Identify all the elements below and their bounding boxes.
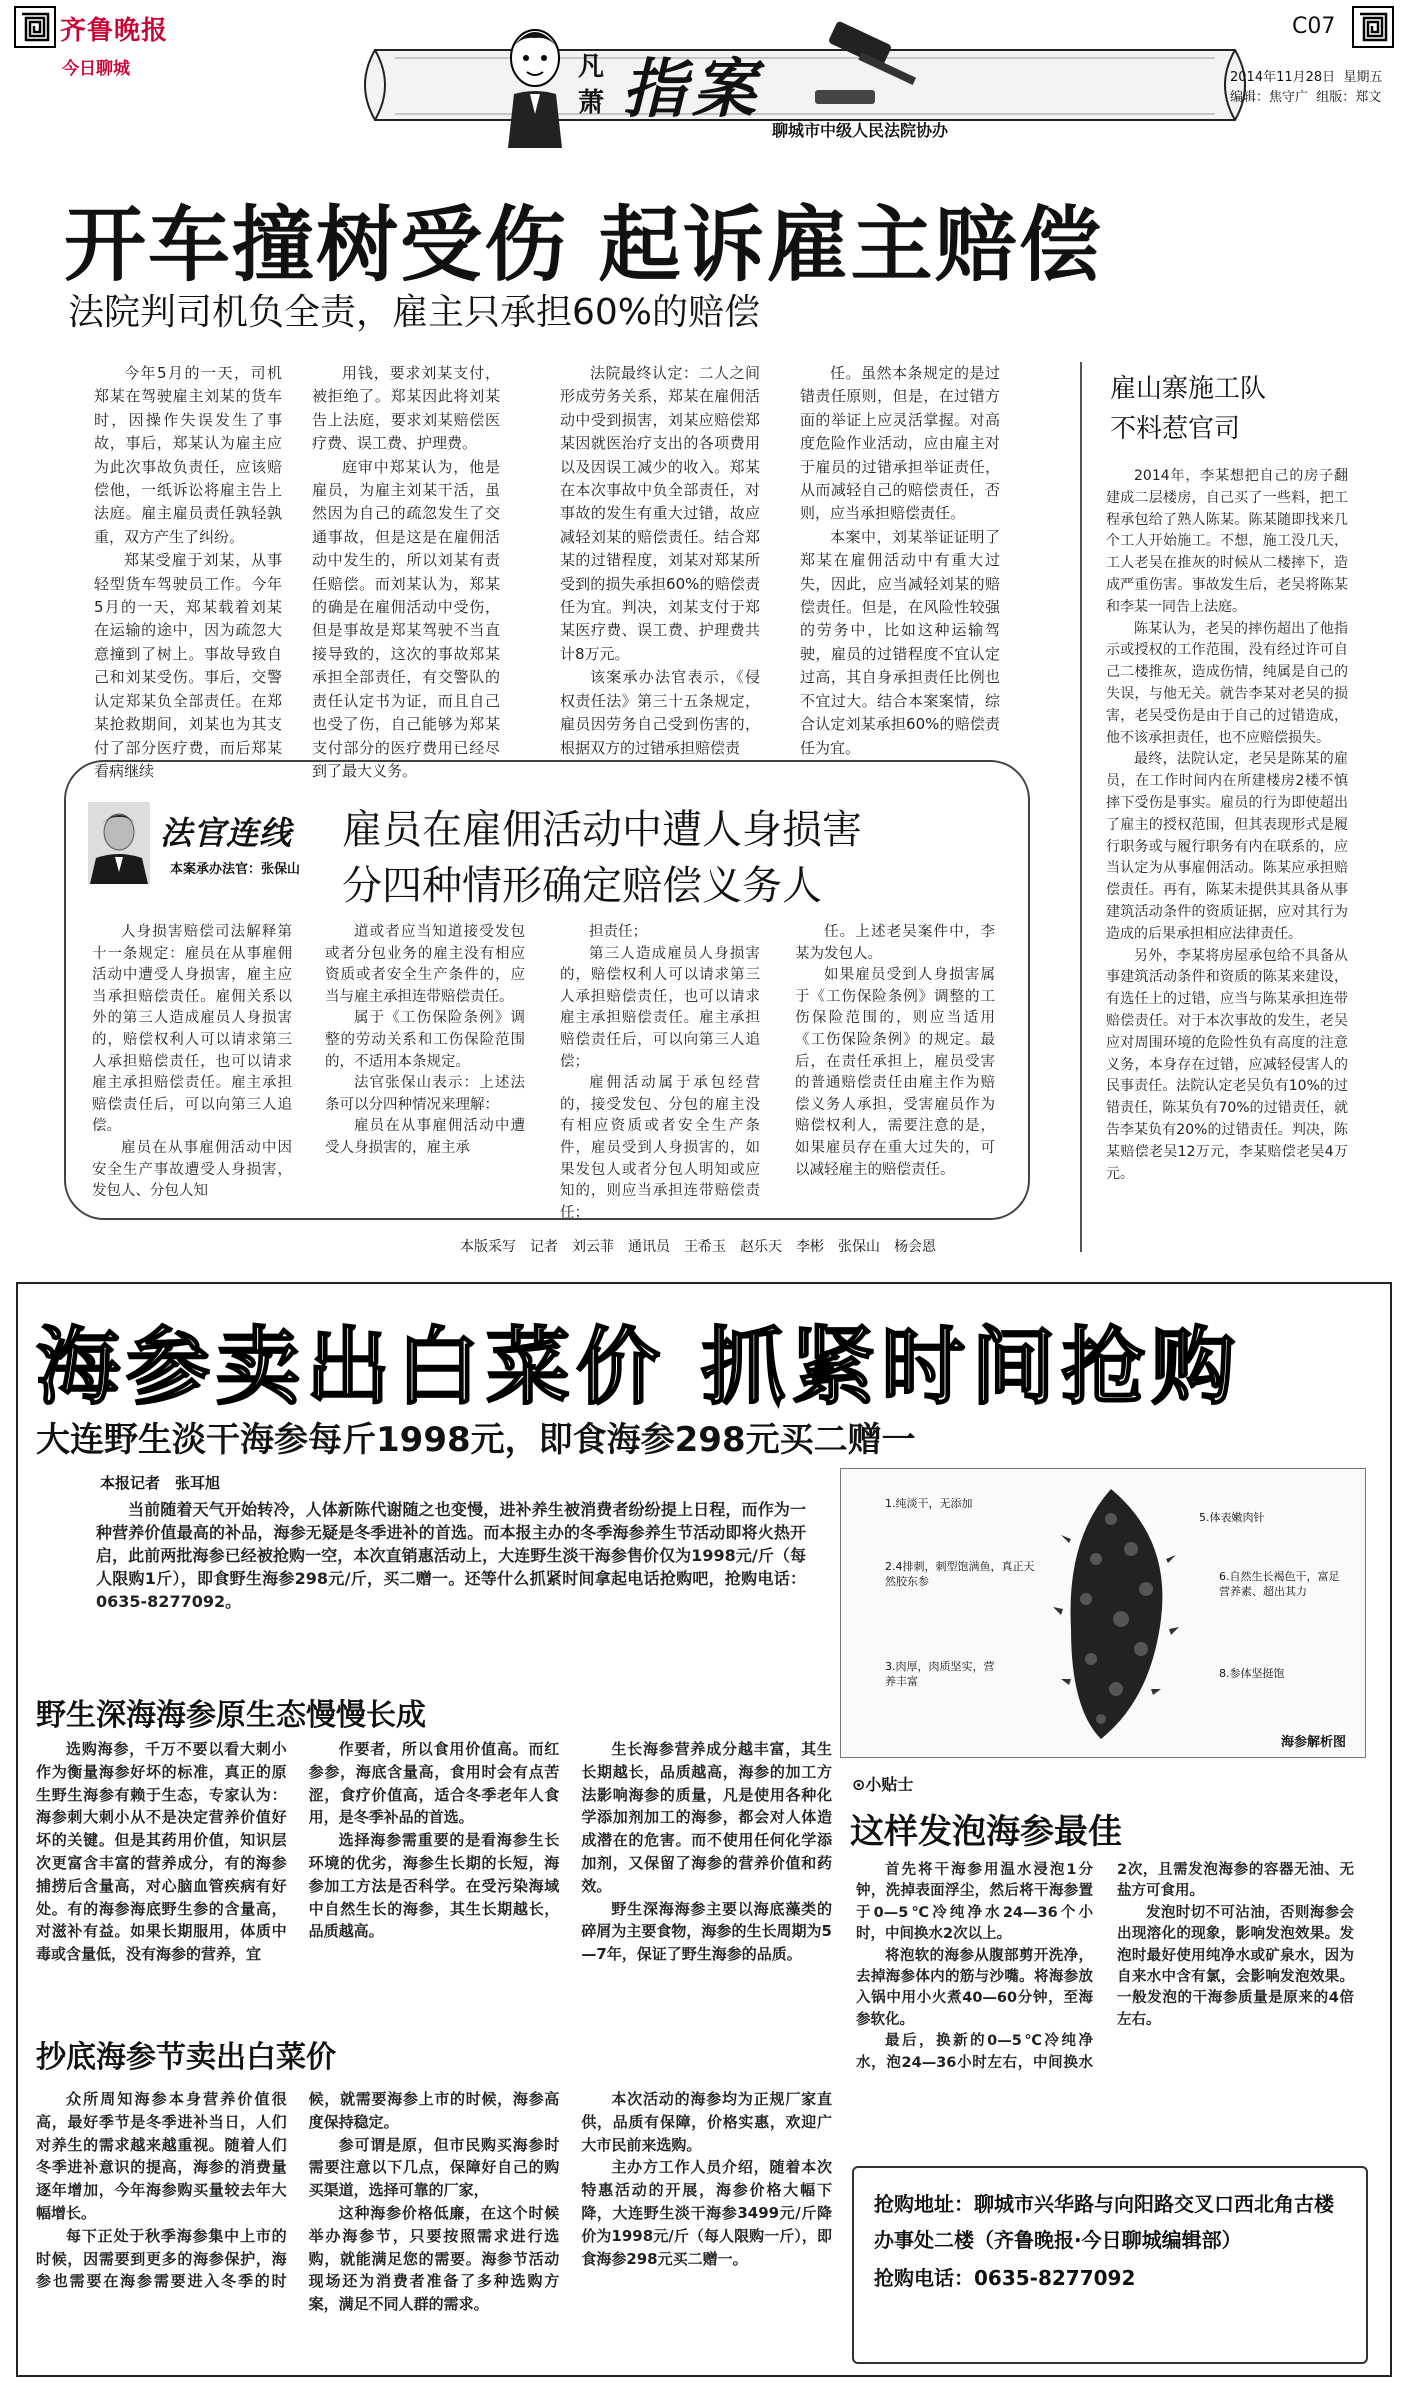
ad-byline: 本报记者 张耳旭 [100,1474,221,1492]
tip-paragraph: 发泡时切不可沾油，否则海参会出现溶化的现象，影响发泡效果。发泡时最好使用纯净水或矿泉水，因为自来水中含有氯，会影响发泡效果。一般发泡的干海参质量是原来的4倍左右。 [1117,1904,1354,2028]
staff-credits: 本版采写 记者 刘云菲 通讯员 王希玉 赵乐天 李彬 张保山 杨会恩 [460,1239,936,1255]
column-name-1: 凡 [578,52,605,82]
lianxian-logo: 法官连线 [160,814,293,852]
lianxian-column-3 [560,922,760,1221]
diagram-label-1: 1.纯淡干，无添加 [885,1497,973,1510]
ad-paragraph: 选择海参需重要的是看海参生长环境的优劣，海参生长期的长短，海参加工方法是否科学。在受污染海域中自然生长的海参，其生长期越长，品质越高。 [308,1831,560,1941]
sidebar-title-1: 雇山寨施工队 [1110,374,1267,404]
diagram-label-8: 8.参体坚挺饱 [1219,1667,1285,1680]
ad-paragraph: 参可谓是原，但市民购买海参时需要注意以下几点，保障好自己的购买渠道，选择可靠的厂家， [308,2135,560,2200]
tip-title: 这样发泡海参最佳 [850,1812,1122,1852]
editor-credit: 编辑：焦守广 [1230,90,1309,105]
ad-section2-title: 抄底海参节卖出白菜价 [36,2040,336,2075]
lianxian-paragraph: 第三人造成雇员人身损害的，赔偿权利人可以请求第三人承担赔偿责任，也可以请求雇主承担赔偿责任。雇主承担赔偿责任后，可以向第三人追偿； [560,945,760,1070]
diagram-caption: 海参解析图 [1281,1735,1347,1750]
sidebar-title-2: 不料惹官司 [1110,414,1241,444]
lianxian-column-4 [795,922,995,1212]
lianxian-paragraph: 法官张保山表示：上述法条可以分四种情况来理解： [325,1075,525,1113]
ad-lead [96,1498,806,1684]
spiral-ornament-left-icon [14,6,56,48]
diagram-label-2: 2.4排刺，刺型饱满鱼，真正天然胶东参 [885,1560,1035,1588]
judge-photo [88,802,150,884]
column-sponsor: 聊城市中级人民法院协办 [772,121,949,140]
ad-paragraph: 这种海参价格低廉，在这个时候举办海参节，只要按照需求进行选购，就能满足您的需要。海参节活动现场还为消费者准备了多种选购方案，满足不同人群的需求。 [308,2203,560,2314]
ad-lead-paragraph: 当前随着天气开始转冷，人体新陈代谢随之也变慢，进补养生被消费者纷纷提上日程，而作为一种营养价值最高的补品，海参无疑是冬季进补的首选。而本报主办的冬季海参养生节活动即将火热开启，此前两批海参已经被抢购一空，本次直销惠活动上，大连野生淡干海参售价仅为1998元/斤（每人限购1斤），即食野生海参298元/斤，买二赠一。还等什么抓紧时间拿起电话抢购吧，抢购电话：0635-8277092。 [96,1500,806,1611]
ad-paragraph: 每下正处于秋季海参集中上市的时候，因需要到更多的海参保护，海参也需要在海参需要进入冬季的时候，就需要海参上市的时候，海参高度保持稳定。 [36,2090,560,2291]
column-brush-title: 指案 [622,52,762,127]
ad-paragraph: 野生深海海参主要以海底藻类的碎屑为主要食物，海参的生长周期为5—7年，保证了野生海参的品质。 [581,1899,832,1964]
lianxian-headline-1: 雇员在雇佣活动中遭人身损害 [342,807,862,853]
story-paragraph: 今年5月的一天，司机郑某在驾驶雇主刘某的货车时，因操作失误发生了事故，事后，郑某认为雇主应为此次事故负责任，应该赔偿他，一纸诉讼将雇主告上法庭。雇主雇员责任孰轻孰重，双方产生了纠纷。 [94,364,282,546]
spiral-ornament-right-icon [1352,6,1394,48]
sidebar-paragraph: 另外，李某将房屋承包给不具备从事建筑活动条件和资质的陈某来建设，有选任上的过错，应当与陈某承担连带赔偿责任。对于本次事故的发生，老吴应对周围环境的危险性负有高度的注意义务，本身存在过错，应减轻侵害人的民事责任。法院认定老吴负有10%的过错责任，陈某负有70%的过错责任，就告李某负有20%的过错责任。判决，陈某赔偿老吴12万元，李某赔偿老吴4万元。 [1106,947,1348,1182]
sidebar-paragraph: 2014年，李某想把自己的房子翻建成二层楼房，自己买了一些料，把工程承包给了熟人陈某。陈某随即找来几个工人开始施工。不想，施工没几天，工人老吴在推灰的时候从二楼摔下，造成严重伤害。事故发生后，老吴将陈某和李某一同告上法庭。 [1106,468,1348,615]
issue-date: 2014年11月28日 [1230,70,1336,85]
story-headline: 开车撞树受伤 起诉雇主赔偿 [64,198,1103,293]
sea-cucumber-diagram [840,1468,1366,1758]
lianxian-paragraph: 雇员在从事雇佣活动中因安全生产事故遭受人身损害，发包人、分包人知 [92,1139,292,1200]
ad-section1-title: 野生深海海参原生态慢慢长成 [36,1698,426,1733]
story-paragraph: 该案承办法官表示，《侵权责任法》第三十五条规定，雇员因劳务自己受到伤害的，根据双方的过错承担赔偿责 [560,668,760,757]
lianxian-paragraph: 任。上述老吴案件中，李某为发包人。 [795,924,995,962]
diagram-label-6: 6.自然生长褐色干，富足营养素、超出其力 [1219,1570,1340,1598]
sidebar-divider [1080,362,1082,1252]
ad-paragraph: 本次活动的海参均为正规厂家直供，品质有保障，价格实惠，欢迎广大市民前来选购。 [581,2090,832,2154]
column-name-2: 萧 [578,88,605,118]
diagram-label-5: 5.体表嫩肉针 [1199,1511,1265,1524]
story-column-1 [94,362,282,780]
contact-box [852,2166,1368,2364]
edition-name: 今日聊城 [62,59,130,79]
lianxian-paragraph: 如果雇员受到人身损害属于《工伤保险条例》调整的工伤保险范围的，则应当适用《工伤保险条例》的规定。最后，在责任承担上，雇员受害的普通赔偿责任由雇主作为赔偿义务人承担，受害雇员作为赔偿权利人，需要注意的是，如果雇员存在重大过失的，可以减轻雇主的赔偿责任。 [795,967,995,1178]
lianxian-headline-2: 分四种情形确定赔偿义务人 [342,863,822,909]
lianxian-column-1 [92,922,292,1212]
ad-paragraph: 生长海参营养成分越丰富，其生长期越长，品质越高，海参的加工方法影响海参的质量，凡是使用各种化学添加剂加工的海参，都会对人体造成潜在的危害。而不使用任何化学添加剂，又保留了海参的营养价值和药效。 [581,1740,832,1895]
gavel-icon [810,22,930,112]
lianxian-judge: 本案承办法官：张保山 [170,862,301,877]
lianxian-paragraph: 道或者应当知道接受发包或者分包业务的雇主没有相应资质或者安全生产条件的，应当与雇主承担连带赔偿责任。 [325,924,525,1005]
story-paragraph: 本案中，刘某举证证明了郑某在雇佣活动中有重大过失，因此，应当减轻刘某的赔偿责任。但是，在风险性较强的劳务中，比如这种运输驾驶，雇员的过错程度不宜认定过高，其自身承担责任比例也不宜过大。结合本案案情，综合认定刘某承担60%的赔偿责任为宜。 [800,527,1000,757]
ad-subhead: 大连野生淡干海参每斤1998元，即食海参298元买二赠一 [36,1420,916,1460]
purchase-phone: 抢购电话：0635-8277092 [874,2266,1136,2290]
lianxian-column-2 [325,922,525,1212]
story-column-2 [312,362,500,780]
lianxian-paragraph: 属于《工伤保险条例》调整的劳动关系和工伤保险范围的，不适用本条规定。 [325,1010,525,1070]
masthead [0,0,1409,175]
tip-paragraph: 最后，换新的0—5℃冷纯净水，泡24—36小时左右，中间换水2次，且需发泡海参的容器无油、无盐方可食用。 [856,1862,1354,2071]
sidebar-paragraph: 陈某认为，老吴的摔伤超出了他指示或授权的工作范围，没有经过许可自己二楼推灰，造成伤情，纯属是自己的失误，与他无关。就告李某对老吴的损害，老吴受伤是由于自己的过错造成，他不该承担责任，也不应赔偿损失。 [1106,620,1348,746]
paper-name: 齐鲁晚报 [60,16,169,46]
ad-paragraph: 选购海参，千万不要以看大刺小作为衡量海参好坏的标准，真正的原生野生海参有赖于生态，专家认为：海参刺大刺小从不是决定营养价值好坏的关键。但是其药用价值，知识层次更富含丰富的营养成分，有的海参捕捞后含量高，对心脑血管疾病有好处。有的海参海底野生参的含量高，对滋补有益。如果长期服用，体质中毒或含量低，没有海参的营养，宜 [36,1740,287,1964]
story-column-3 [560,362,760,757]
layout-credit: 组版：郑文 [1316,90,1382,105]
tip-tag: 小贴士 [865,1775,914,1794]
ad-paragraph: 众所周知海参本身营养价值很高，最好季节是冬季进补当日，人们对养生的需求越来越重视。随着人们冬季进补意识的提高，海参的消费量逐年增加，今年海参购买量较去年大幅增长。 [36,2090,287,2222]
lianxian-paragraph: 雇员在从事雇佣活动中遭受人身损害的，雇主承 [325,1118,525,1156]
page-number: C07 [1292,14,1336,39]
story-paragraph: 用钱，要求刘某支付，被拒绝了。郑某因此将刘某告上法庭，要求刘某赔偿医疗费、误工费、护理费。 [312,364,500,453]
tip-paragraph: 首先将干海参用温水浸泡1分钟，洗掉表面浮尘，然后将干海参置于0—5℃冷纯净水24—36个小时，中间换水2次以上。 [856,1862,1093,1943]
ad-section1-body [36,1738,832,2020]
sidebar-body [1106,466,1348,1256]
story-subhead: 法院判司机负全责，雇主只承担60%的赔偿 [68,292,761,333]
tip-paragraph: 将泡软的海参从腹部剪开洗净，去掉海参体内的筋与沙嘴。将海参放入锅中用小火煮40—60分钟，至海参软化。 [856,1947,1093,2028]
ad-section2-body [36,2088,832,2368]
lianxian-paragraph: 人身损害赔偿司法解释第十一条规定：雇员在从事雇佣活动中遭受人身损害，雇主应当承担赔偿责任。雇佣关系以外的第三人造成雇员人身损害的，赔偿权利人可以请求第三人承担赔偿责任，也可以请求雇主承担赔偿责任。雇主承担赔偿责任后，可以向第三人追偿。 [92,924,292,1135]
lianxian-paragraph: 担责任； [589,924,647,940]
story-column-4 [800,362,1000,757]
tip-icon: ⊙ [852,1775,866,1794]
tip-body [856,1860,1354,2150]
story-paragraph: 郑某受雇于刘某，从事轻型货车驾驶员工作。今年5月的一天，郑某载着刘某在运输的途中，因为疏忽大意撞到了树上。事故导致自己和刘某受伤。事后，交警认定郑某负全部责任。在郑某抢救期间，刘某也为其支付了部分医疗费，而后郑某看病继续 [94,551,282,780]
story-paragraph: 庭审中郑某认为，他是雇员，为雇主刘某干活，虽然因为自己的疏忽发生了交通事故，但是这是在雇佣活动中发生的，所以刘某有责任赔偿。而刘某认为，郑某的确是在雇佣活动中受伤，但是事故是郑某驾驶不当直接导致的，这次的事故郑某承担全部责任，有交警队的责任认定书为证，而且自己也受了伤，自己能够为郑某支付部分的医疗费用已经尽到了最大义务。 [312,457,500,780]
judge-cartoon-avatar [500,18,570,148]
issue-weekday: 星期五 [1343,70,1383,85]
lianxian-paragraph: 雇佣活动属于承包经营的，接受发包、分包的雇主没有相应资质或者安全生产条件，雇员受到人身损害的，如果发包人或者分包人明知或应知的，则应当承担连带赔偿责任； [560,1075,760,1221]
purchase-address: 抢购地址：聊城市兴华路与向阳路交叉口西北角古楼办事处二楼（齐鲁晚报·今日聊城编辑部） [874,2192,1334,2252]
story-paragraph: 任。虽然本条规定的是过错责任原则，但是，在过错方面的举证上应灵活掌握。对高度危险作业活动，应由雇主对于雇员的过错承担举证责任，从而减轻自己的赔偿责任，否则，应当承担赔偿责任。 [800,364,1000,523]
ad-headline: 海参卖出白菜价 抓紧时间抢购 [36,1317,1242,1416]
sidebar-paragraph: 最终，法院认定，老吴是陈某的雇员，在工作时间内在所建楼房2楼不慎摔下受伤是事实。雇员的行为即使超出了雇主的授权范围，但其表现形式是履行职务或与履行职务有内在联系的，应当认定为从事雇佣活动。陈某应承担赔偿责任。再有，陈某未提供其具备从事建筑活动条件的资质证据，应对其行为造成的后果承担相应法律责任。 [1106,751,1348,942]
diagram-label-3: 3.肉厚，肉质坚实，营养丰富 [885,1660,995,1688]
ad-paragraph: 主办方工作人员介绍，随着本次特惠活动的开展，海参价格大幅下降，大连野生淡干海参3499元/斤降价为1998元/斤（每人限购一斤），即食海参298元买二赠一。 [581,2158,832,2268]
ad-paragraph: 作要者，所以食用价值高。而红参参，海底含量高，食用时会有点苦涩，食疗价值高，适合冬季老年人食用，是冬季补品的首选。 [308,1740,560,1827]
story-paragraph: 法院最终认定：二人之间形成劳务关系，郑某在雇佣活动中受到损害，刘某应赔偿郑某因就医治疗支出的各项费用以及因误工减少的收入。郑某在本次事故中负全部责任，对事故的发生有重大过错，故应减轻刘某的赔偿责任。结合郑某的过错程度，刘某对郑某所受到的损失承担60%的赔偿责任为宜。判决，刘某支付于郑某医疗费、误工费、护理费共计8万元。 [560,364,760,663]
